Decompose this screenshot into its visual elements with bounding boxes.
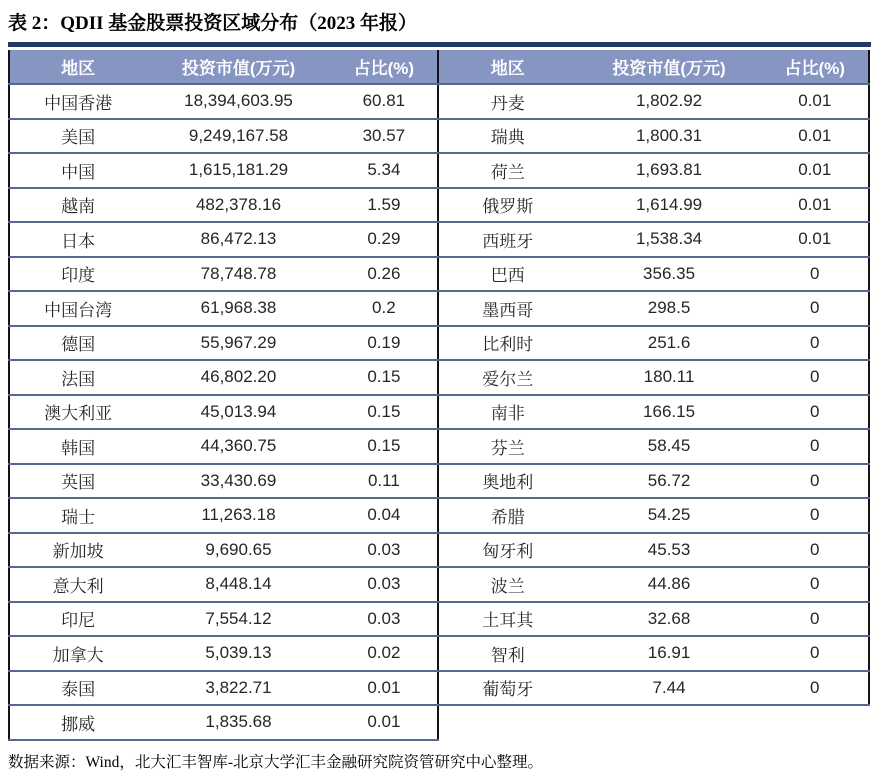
cell-share: 0 (761, 291, 869, 326)
table-row (9, 567, 438, 602)
cell-share: 0.15 (331, 360, 438, 395)
cell-share: 0.03 (331, 602, 438, 637)
cell-share: 0 (761, 464, 869, 499)
cell-share: 0.01 (761, 188, 869, 223)
cell-region: 希腊 (439, 498, 577, 533)
cell-market-value: 1,614.99 (577, 188, 762, 223)
cell-market-value: 18,394,603.95 (146, 84, 330, 119)
cell-market-value: 56.72 (577, 464, 762, 499)
table-row (9, 429, 438, 464)
cell-market-value: 356.35 (577, 257, 762, 292)
cell-region: 泰国 (9, 671, 146, 706)
col-header-share: 占比(%) (331, 50, 438, 84)
table-row (9, 533, 438, 568)
table-row (439, 360, 869, 395)
cell-market-value: 55,967.29 (146, 326, 330, 361)
table-row (439, 84, 869, 119)
cell-share: 30.57 (331, 119, 438, 154)
cell-market-value: 58.45 (577, 429, 762, 464)
cell-region: 新加坡 (9, 533, 146, 568)
cell-region: 俄罗斯 (439, 188, 577, 223)
cell-share: 0.01 (331, 671, 438, 706)
cell-region: 澳大利亚 (9, 395, 146, 430)
table-row (439, 636, 869, 671)
cell-share: 0.03 (331, 567, 438, 602)
cell-region: 日本 (9, 222, 146, 257)
cell-market-value: 3,822.71 (146, 671, 330, 706)
cell-market-value: 44.86 (577, 567, 762, 602)
cell-market-value: 1,615,181.29 (146, 153, 330, 188)
table-row (9, 188, 438, 223)
cell-share: 0 (761, 326, 869, 361)
cell-share: 0.29 (331, 222, 438, 257)
cell-market-value: 11,263.18 (146, 498, 330, 533)
col-header-region: 地区 (439, 50, 577, 84)
table-row (9, 705, 438, 740)
cell-region: 印度 (9, 257, 146, 292)
cell-region: 越南 (9, 188, 146, 223)
cell-market-value: 7,554.12 (146, 602, 330, 637)
col-header-region: 地区 (9, 50, 146, 84)
table-row (439, 257, 869, 292)
table-row (439, 602, 869, 637)
table-row (439, 188, 869, 223)
tables-container (8, 42, 871, 741)
table-row (9, 464, 438, 499)
cell-region: 土耳其 (439, 602, 577, 637)
table-row (9, 395, 438, 430)
table-row (439, 395, 869, 430)
cell-share: 60.81 (331, 84, 438, 119)
cell-market-value: 5,039.13 (146, 636, 330, 671)
cell-market-value: 298.5 (577, 291, 762, 326)
cell-region: 奥地利 (439, 464, 577, 499)
cell-share: 0.01 (761, 153, 869, 188)
table-row (439, 429, 869, 464)
cell-share: 0 (761, 602, 869, 637)
table-row (9, 84, 438, 119)
table-row (439, 533, 869, 568)
cell-share: 0 (761, 671, 869, 706)
cell-region: 葡萄牙 (439, 671, 577, 706)
cell-market-value: 1,538.34 (577, 222, 762, 257)
cell-region: 匈牙利 (439, 533, 577, 568)
cell-region: 韩国 (9, 429, 146, 464)
cell-share: 5.34 (331, 153, 438, 188)
table-row (9, 602, 438, 637)
table-row (9, 291, 438, 326)
cell-region: 瑞士 (9, 498, 146, 533)
cell-market-value: 45,013.94 (146, 395, 330, 430)
cell-market-value: 54.25 (577, 498, 762, 533)
cell-share: 1.59 (331, 188, 438, 223)
cell-region: 西班牙 (439, 222, 577, 257)
cell-region: 瑞典 (439, 119, 577, 154)
cell-market-value: 16.91 (577, 636, 762, 671)
cell-region: 中国 (9, 153, 146, 188)
region-table-right (439, 50, 870, 706)
cell-share: 0.02 (331, 636, 438, 671)
cell-share: 0.2 (331, 291, 438, 326)
cell-market-value: 46,802.20 (146, 360, 330, 395)
cell-region: 丹麦 (439, 84, 577, 119)
cell-market-value: 8,448.14 (146, 567, 330, 602)
cell-share: 0 (761, 498, 869, 533)
cell-market-value: 180.11 (577, 360, 762, 395)
cell-share: 0.01 (761, 222, 869, 257)
cell-share: 0.01 (761, 119, 869, 154)
cell-market-value: 32.68 (577, 602, 762, 637)
cell-share: 0.04 (331, 498, 438, 533)
table-row (439, 464, 869, 499)
cell-region: 加拿大 (9, 636, 146, 671)
cell-region: 中国台湾 (9, 291, 146, 326)
cell-market-value: 1,693.81 (577, 153, 762, 188)
cell-region: 中国香港 (9, 84, 146, 119)
cell-market-value: 251.6 (577, 326, 762, 361)
table-row (439, 498, 869, 533)
cell-share: 0 (761, 567, 869, 602)
cell-region: 美国 (9, 119, 146, 154)
cell-market-value: 44,360.75 (146, 429, 330, 464)
cell-share: 0.01 (761, 84, 869, 119)
cell-region: 巴西 (439, 257, 577, 292)
cell-region: 波兰 (439, 567, 577, 602)
table-row (9, 119, 438, 154)
cell-share: 0.03 (331, 533, 438, 568)
cell-region: 印尼 (9, 602, 146, 637)
table-row (439, 671, 869, 706)
table-row (9, 636, 438, 671)
cell-share: 0 (761, 533, 869, 568)
table-row (9, 671, 438, 706)
cell-share: 0.15 (331, 395, 438, 430)
cell-market-value: 86,472.13 (146, 222, 330, 257)
cell-market-value: 166.15 (577, 395, 762, 430)
table-row (439, 222, 869, 257)
table-row (439, 119, 869, 154)
header-row (9, 50, 438, 84)
cell-share: 0.01 (331, 705, 438, 740)
table-row (9, 222, 438, 257)
header-row (439, 50, 869, 84)
table-row (439, 291, 869, 326)
cell-share: 0.26 (331, 257, 438, 292)
cell-region: 挪威 (9, 705, 146, 740)
table-row (439, 567, 869, 602)
cell-market-value: 33,430.69 (146, 464, 330, 499)
table-row (9, 257, 438, 292)
cell-market-value: 7.44 (577, 671, 762, 706)
cell-region: 墨西哥 (439, 291, 577, 326)
cell-region: 爱尔兰 (439, 360, 577, 395)
cell-region: 英国 (9, 464, 146, 499)
cell-share: 0 (761, 636, 869, 671)
cell-market-value: 9,690.65 (146, 533, 330, 568)
col-header-market-value: 投资市值(万元) (146, 50, 330, 84)
col-header-market-value: 投资市值(万元) (577, 50, 762, 84)
cell-market-value: 9,249,167.58 (146, 119, 330, 154)
col-header-share: 占比(%) (761, 50, 869, 84)
cell-market-value: 45.53 (577, 533, 762, 568)
cell-region: 智利 (439, 636, 577, 671)
cell-region: 德国 (9, 326, 146, 361)
region-table-left (8, 50, 439, 741)
cell-region: 荷兰 (439, 153, 577, 188)
data-source-note: 数据来源：Wind，北大汇丰智库-北京大学汇丰金融研究院资管研究中心整理。 (8, 753, 543, 771)
cell-share: 0 (761, 429, 869, 464)
table-row (9, 498, 438, 533)
cell-region: 比利时 (439, 326, 577, 361)
cell-share: 0.11 (331, 464, 438, 499)
cell-market-value: 1,835.68 (146, 705, 330, 740)
cell-market-value: 61,968.38 (146, 291, 330, 326)
table-title: 表 2：QDII 基金股票投资区域分布（2023 年报） (8, 13, 418, 34)
cell-market-value: 78,748.78 (146, 257, 330, 292)
table-row (439, 326, 869, 361)
cell-region: 意大利 (9, 567, 146, 602)
cell-market-value: 1,802.92 (577, 84, 762, 119)
table-row (439, 153, 869, 188)
cell-share: 0 (761, 395, 869, 430)
cell-region: 法国 (9, 360, 146, 395)
table-row (9, 153, 438, 188)
region-table-left-body (9, 84, 438, 740)
cell-share: 0.15 (331, 429, 438, 464)
cell-market-value: 482,378.16 (146, 188, 330, 223)
cell-share: 0 (761, 360, 869, 395)
cell-market-value: 1,800.31 (577, 119, 762, 154)
region-table-right-body (439, 84, 869, 705)
cell-region: 南非 (439, 395, 577, 430)
cell-share: 0 (761, 257, 869, 292)
cell-share: 0.19 (331, 326, 438, 361)
table-row (9, 326, 438, 361)
cell-region: 芬兰 (439, 429, 577, 464)
table-row (9, 360, 438, 395)
